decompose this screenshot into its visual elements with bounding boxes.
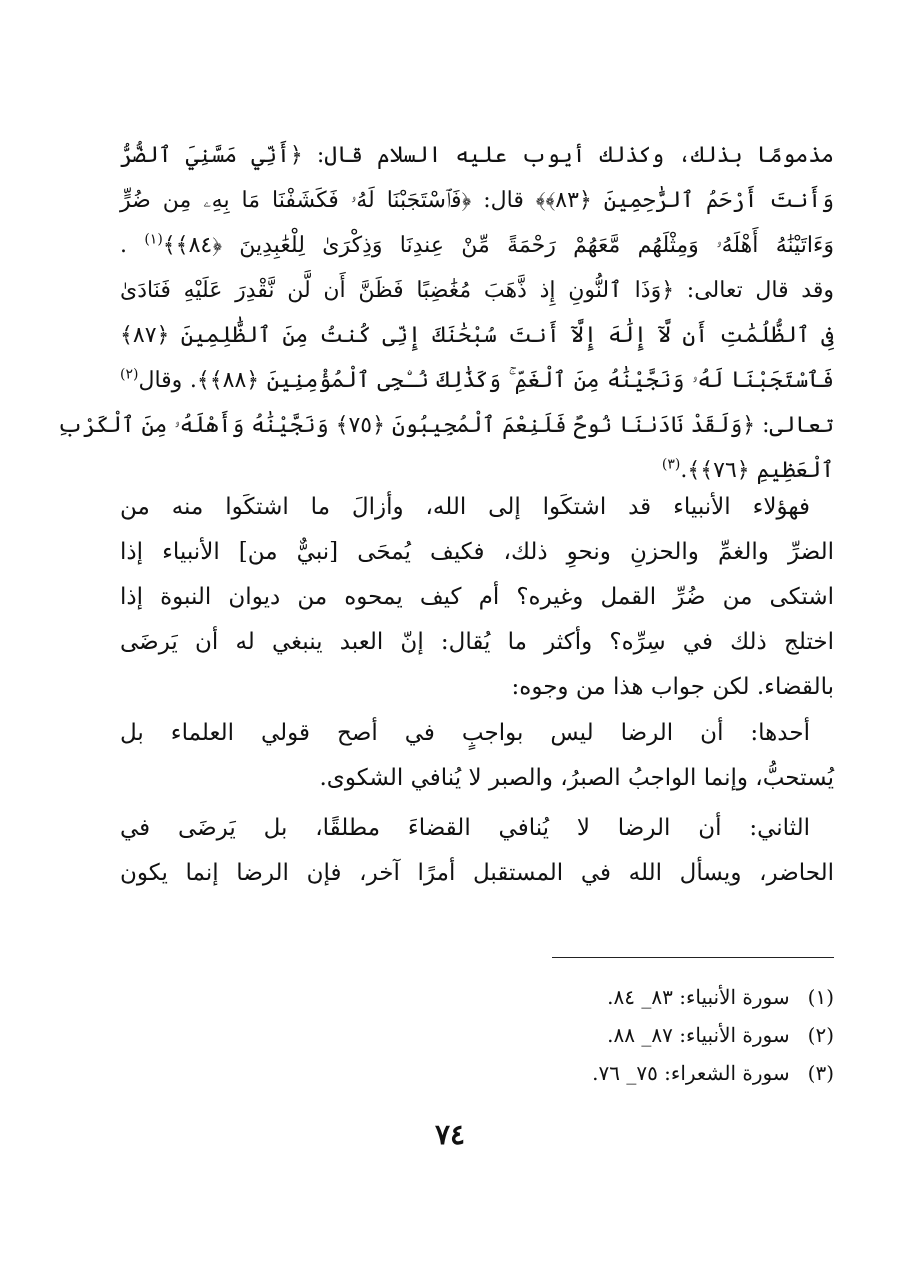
text-line: اشتكى من ضُرِّ القمل وغيره؟ أم كيف يمحوه من ديوان النبوة إذا	[120, 584, 834, 610]
text-line: بالقضاء. لكن جواب هذا من وجوه:	[511, 674, 834, 700]
text-line: وقد قال تعالى: ﴿وَذَا ٱلنُّونِ إِذ ذَّهَبَ مُغَٰضِبًا فَظَنَّ أَن لَّن نَّقْدِرَ عَلَيْهِ فَنَادَىٰ	[120, 278, 834, 303]
footnote-item	[120, 1016, 834, 1054]
text-line-body: ٱلْعَظِيمِ ﴿٧٦﴾﴾.	[680, 458, 834, 483]
footnote-marker: (٢)	[120, 366, 139, 383]
text-line: مذمومًا بذلك، وكذلك أيوب عليه السلام قال: ﴿أَنِّي مَسَّنِيَ ٱلضُّرُّ	[120, 143, 834, 168]
text-line: اختلج ذلك في سِرِّه؟ وأكثر ما يُقال: إنّ العبد ينبغي له أن يَرضَى	[120, 629, 834, 655]
footnotes	[120, 978, 834, 1092]
footnote-marker: (١)	[144, 231, 163, 248]
footnote-text: سورة الأنبياء: ٨٣_ ٨٤.	[607, 985, 790, 1009]
text-line: أحدها: أن الرضا ليس بواجبٍ في أصح قولي العلماء بل	[120, 720, 810, 746]
text-line: الضرِّ والغمِّ والحزنِ ونحوِ ذلك، فكيف يُمحَى [نبيٌّ من] الأنبياء إذا	[120, 539, 834, 565]
footnote-text: سورة الشعراء: ٧٥_ ٧٦.	[592, 1061, 790, 1085]
footnote-marker: (٣)	[661, 456, 681, 473]
text-line: وَءَاتَيْنَٰهُ أَهْلَهُۥ وَمِثْلَهُم مَّعَهُمْ رَحْمَةً مِّنْ عِندِنَا وَذِكْرَىٰ لِلْعَٰبِدِينَ ﴿٨٤﴾﴾$^{(١)}$ .	[120, 231, 834, 258]
text-line: الحاضر، ويسأل الله في المستقبل أمرًا آخر، فإن الرضا إنما يكون	[120, 860, 834, 886]
text-line: الثاني: أن الرضا لا يُنافي القضاءَ مطلقًا، بل يَرضَى في	[120, 815, 810, 841]
footnote-number: (٣)	[807, 1061, 834, 1085]
text-line: وَأَنتَ أَرْحَمُ ٱلرَّٰحِمِينَ ﴿٨٣﴾﴾ قال: ﴿فَٱسْتَجَبْنَا لَهُۥ فَكَشَفْنَا مَا بِهِۦ مِن ضُرٍّ	[120, 188, 834, 213]
footnote-number: (١)	[807, 985, 834, 1009]
page-number: ٧٤	[434, 1118, 466, 1151]
text-line: فِى ٱلظُّلُمَٰتِ أَن لَّآ إِلَٰهَ إِلَّآ أَنتَ سُبْحَٰنَكَ إِنِّى كُنتُ مِنَ ٱلظَّٰلِمِينَ ﴿٨٧﴾	[120, 323, 834, 348]
footnote-number: (٢)	[807, 1023, 834, 1047]
text-line: يُستحبُّ، وإنما الواجبُ الصبرُ، والصبر لا يُنافي الشكوى.	[319, 765, 834, 791]
text-line: تعالى: ﴿وَلَقَدْ نَادَىٰنَا نُوحٌ فَلَنِعْمَ ٱلْمُجِيبُونَ ﴿٧٥﴾ وَنَجَّيْنَٰهُ وَأَهْلَهُۥ مِنَ ٱلْكَرْبِ	[57, 413, 834, 438]
paragraph-quran-quotes	[57, 133, 834, 493]
paragraph-first-point	[120, 711, 834, 801]
footnote-item	[120, 1054, 834, 1092]
text-line-body: وَءَاتَيْنَٰهُ أَهْلَهُۥ وَمِثْلَهُم مَّعَهُمْ رَحْمَةً مِّنْ عِندِنَا وَذِكْرَىٰ لِلْعَٰبِدِينَ ﴿٨٤﴾﴾	[162, 233, 834, 258]
footnote-text: سورة الأنبياء: ٨٧_ ٨٨.	[607, 1023, 790, 1047]
footnote-item	[120, 978, 834, 1016]
text-line	[120, 358, 834, 403]
text-line-body: فَٱسْتَجَبْنَا لَهُۥ وَنَجَّيْنَٰهُ مِنَ ٱلْغَمِّ ۚ وَكَذَٰلِكَ نُـۨجِى ٱلْمُؤْمِنِينَ ﴿٨٨﴾﴾. وقال	[138, 368, 834, 393]
footnote-divider	[552, 957, 834, 958]
paragraph-second-point	[120, 806, 834, 896]
text-line: فهؤلاء الأنبياء قد اشتكَوا إلى الله، وأزالَ ما اشتكَوا منه من	[120, 494, 810, 520]
paragraph-prophets	[120, 485, 834, 710]
